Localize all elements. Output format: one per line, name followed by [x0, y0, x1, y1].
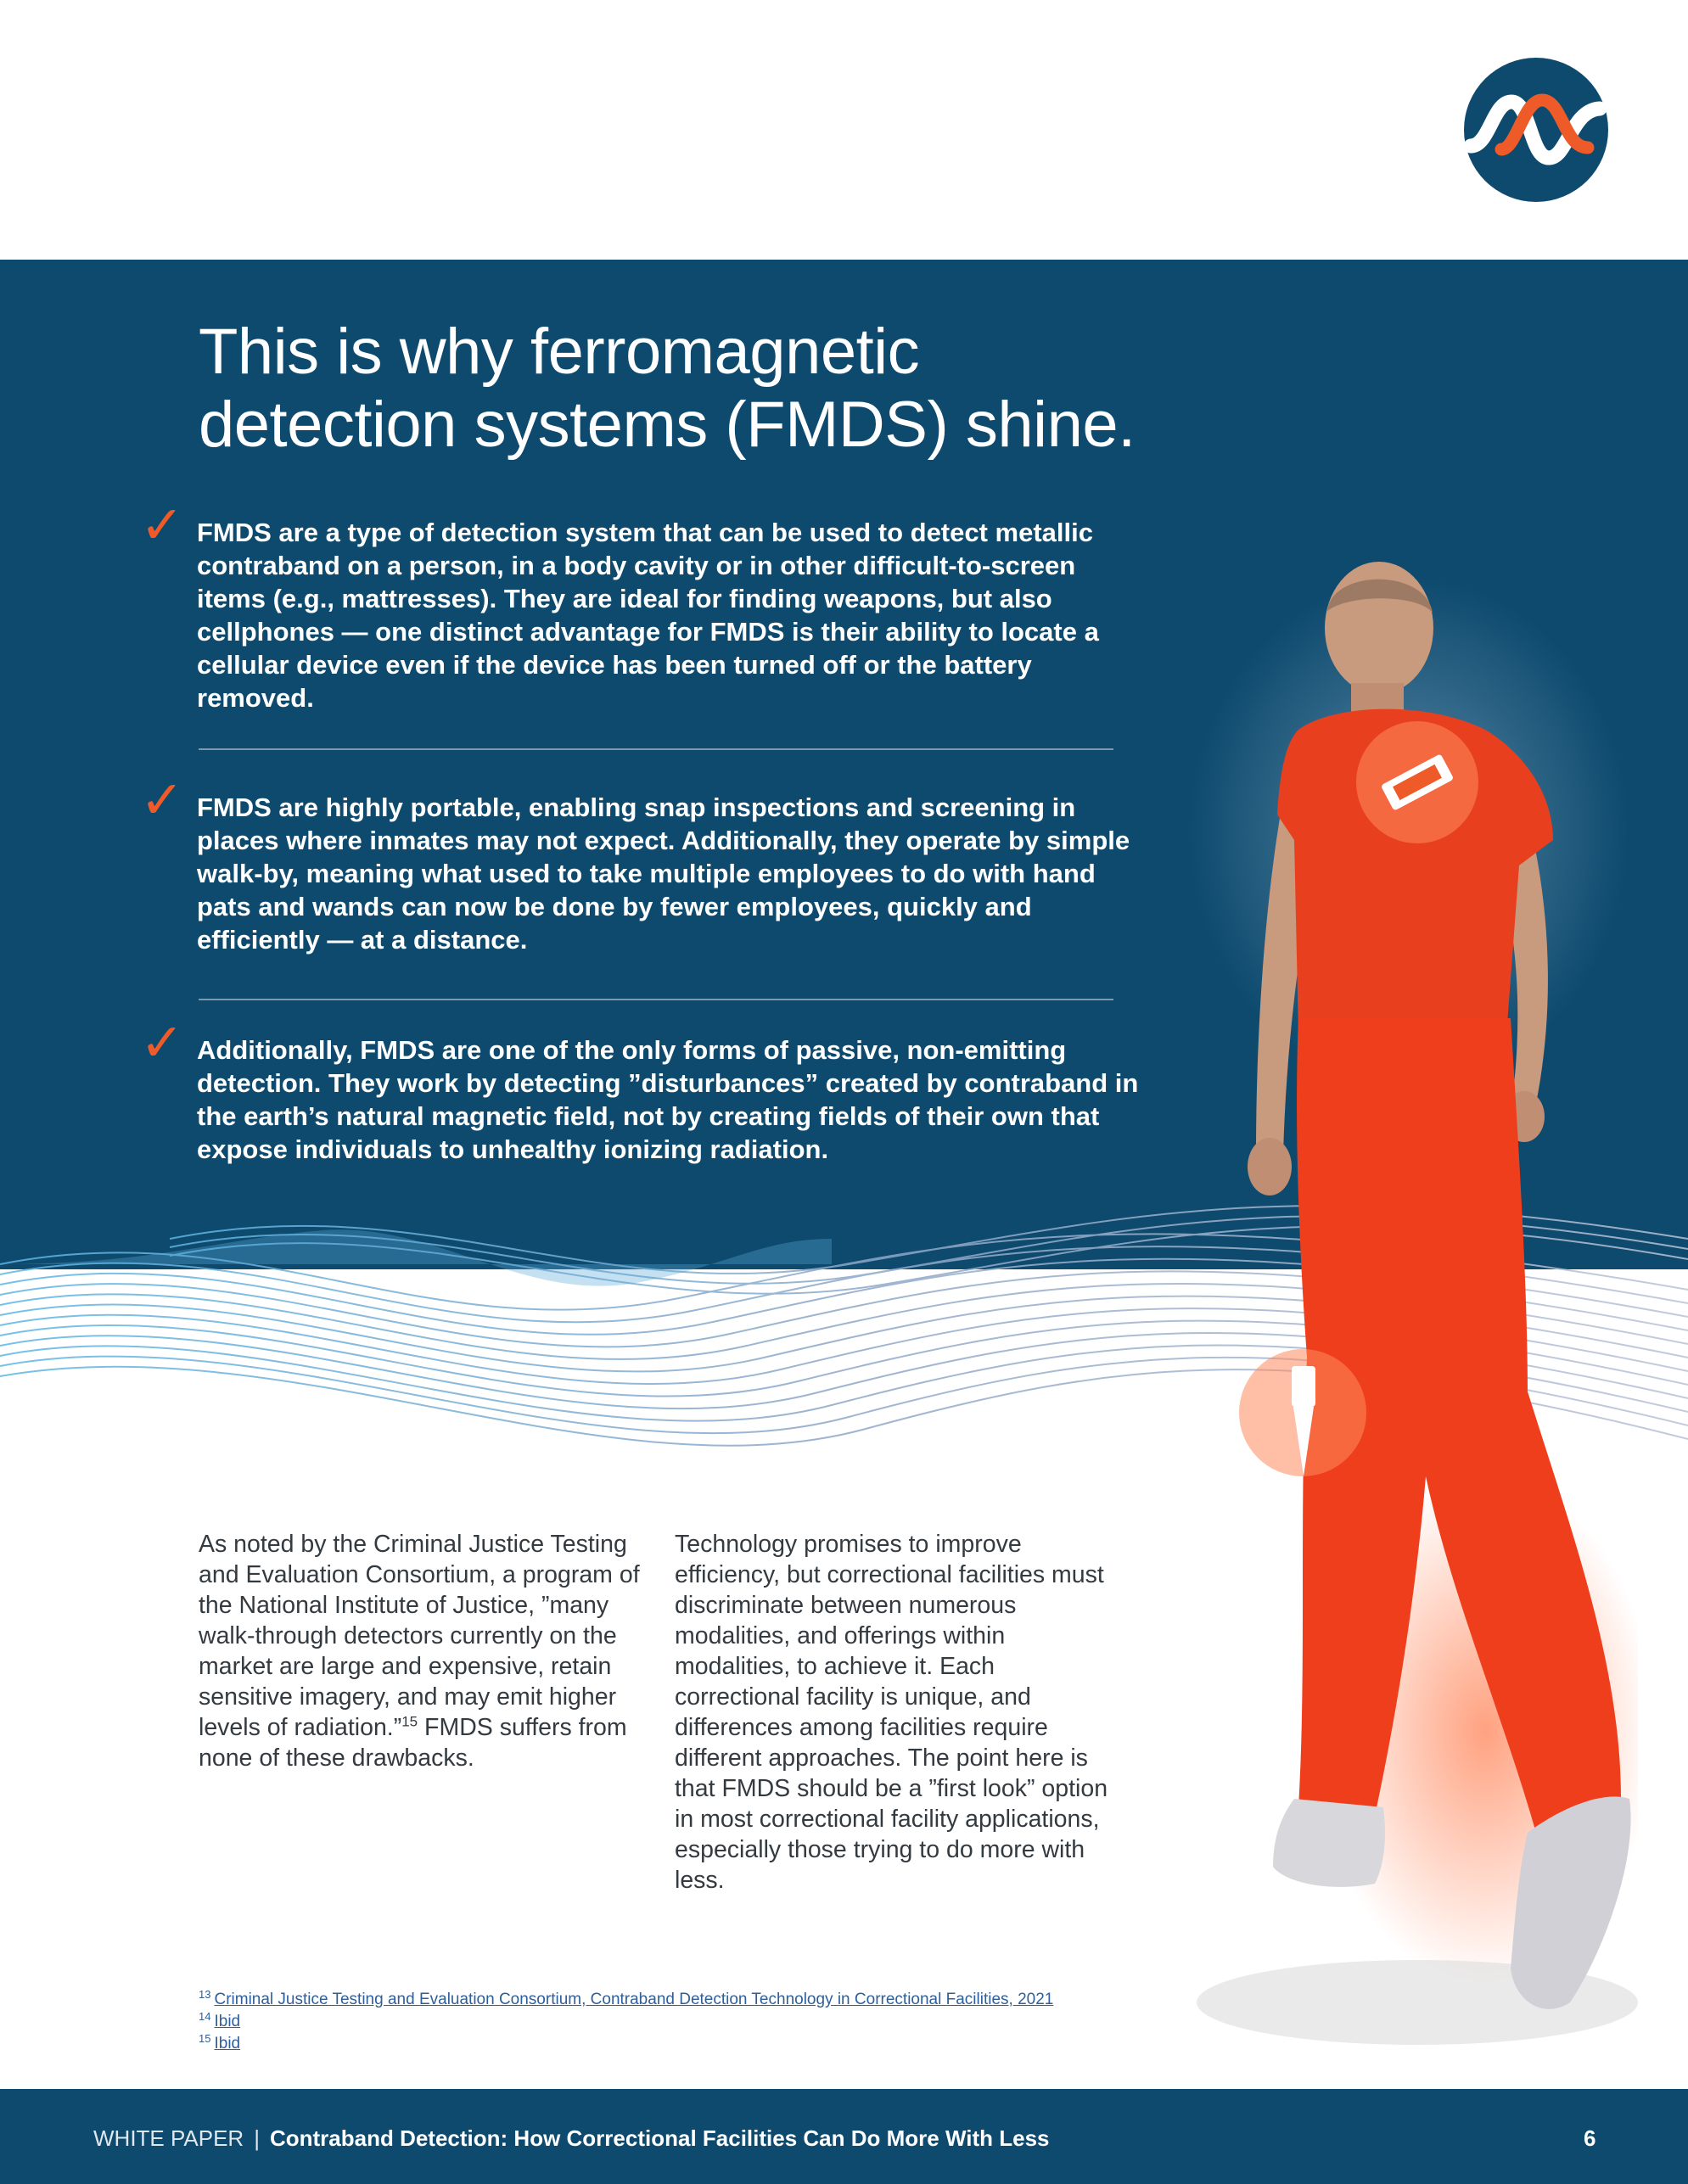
- footnote-15: $^{15}$ Ibid: [199, 2031, 241, 2052]
- checkmark-icon: ✓: [140, 769, 184, 831]
- title-line-2: detection systems (FMDS) shine.: [199, 389, 1136, 461]
- footnote-link[interactable]: Ibid: [214, 2035, 241, 2052]
- footnote-link[interactable]: Criminal Justice Testing and Evaluation Consortium, Contraband Detection Technology in Correctional Facilities, 2021: [214, 1991, 1054, 2008]
- walking-man-illustration: [1129, 560, 1638, 2053]
- body-column-2: Technology promises to improve efficiency, but correctional facilities must discriminate between numerous modalities, and offerings within modalities, to achieve it. Each correctional facility is unique, and differences among facilities require different approaches. The point here is that FMDS should be a ”first look” option in most correctional facility applications, especially those trying to do more with less.: [675, 1531, 1108, 1894]
- bullet-2-text: FMDS are highly portable, enabling snap inspections and screening in places where inmates may not expect. Additionally, they operate by simple walk-by, meaning what used to take multiple employees to do with hand pats and wands can now be done by fewer employees, quickly and efficiently — at a distance.: [197, 792, 1130, 955]
- footnote-14: $^{14}$ Ibid: [199, 2009, 241, 2030]
- footnote-ref[interactable]: 15: [401, 1713, 418, 1730]
- column-1-tail: FMDS suffers from none of these drawbacks.: [199, 1714, 627, 1772]
- footer-title: Contraband Detection: How Correctional Facilities Can Do More With Less: [269, 2125, 1050, 2151]
- footnote-13: $^{13}$ Criminal Justice Testing and Evaluation Consortium, Contraband Detection Technology in Correctional Facilities, 2021: [199, 1987, 1054, 2008]
- divider: [199, 748, 1113, 750]
- footer-text: [93, 2125, 1050, 2151]
- column-1-text: As noted by the Criminal Justice Testing and Evaluation Consortium, a program of the National Institute of Justice, ”many walk-through detectors currently on the market are large and expensive, retain sensitive imagery, and may emit higher levels of radiation.”: [199, 1531, 640, 1741]
- bullet-3-text: Additionally, FMDS are one of the only forms of passive, non-emitting detection. They work by detecting ”disturbances” created by contraband in the earth’s natural magnetic field, not by creating fields of their own that expose individuals to unhealthy ionizing radiation.: [197, 1035, 1139, 1164]
- divider: [199, 999, 1113, 1000]
- footnote-link[interactable]: Ibid: [214, 2013, 241, 2030]
- footer-label: WHITE PAPER: [93, 2125, 244, 2151]
- footer-separator: |: [254, 2125, 260, 2151]
- checkmark-icon: ✓: [140, 1011, 184, 1073]
- company-logo-icon: [1464, 58, 1608, 202]
- page-title: [199, 316, 1217, 462]
- checkmark-icon: ✓: [140, 494, 184, 556]
- title-line-1: This is why ferromagnetic: [199, 316, 920, 388]
- page-number: 6: [1584, 2125, 1596, 2151]
- body-column-1: [199, 1529, 640, 1773]
- bullet-1-text: FMDS are a type of detection system that can be used to detect metallic contraband on a person, in a body cavity or in other difficult-to-screen items (e.g., mattresses). They are ideal for finding weapons, but also cellphones — one distinct advantage for FMDS is their ability to locate a cellular device even if the device has been turned off or the battery removed.: [197, 518, 1099, 713]
